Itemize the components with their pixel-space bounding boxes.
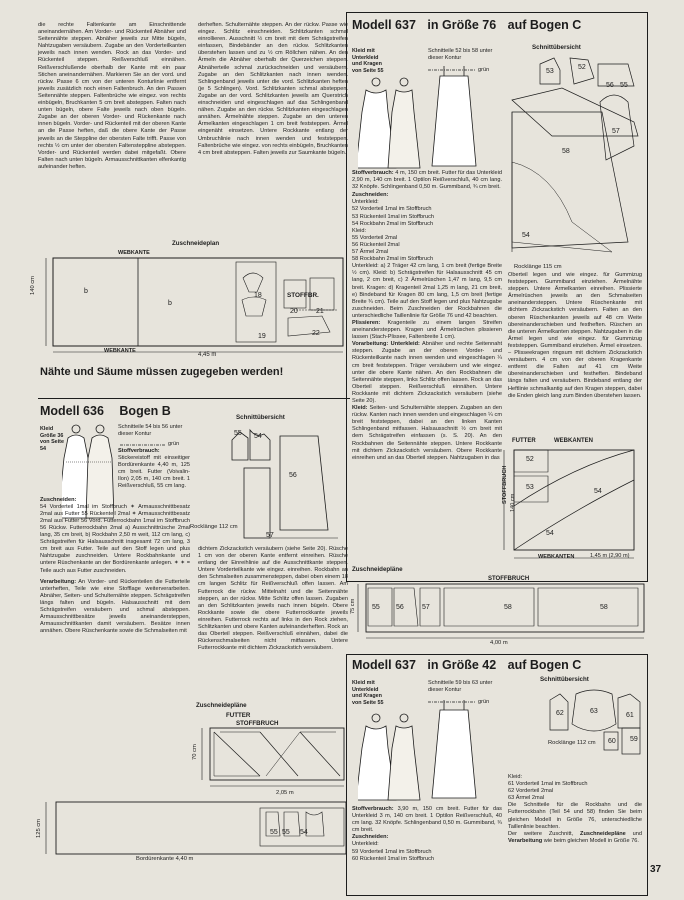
- cutting-heading: Zuschneiden:: [352, 192, 389, 199]
- pattern-overview-diagram: [546, 684, 644, 770]
- page-number: 37: [650, 864, 662, 875]
- cutting-list-item: 54 Rockbahn 2mal im Stoffbruch: [352, 220, 434, 227]
- fashion-sketch-icon: [358, 76, 424, 172]
- note-text: und: [632, 830, 643, 837]
- fold-label: STOFFBR.: [287, 292, 319, 299]
- selvage-top-label: WEBKANTEN: [554, 438, 593, 444]
- materials-text: 3,90 m, 150 cm breit. Futter für das Unterkleid 3 m, 140 cm breit. 1 Optilon Reißverschluß, 40 cm lang. 32 Knöpfe. Schlingenband 0,50 m. Gummiband, ¾ cm breit.: [352, 806, 502, 834]
- overview-piece-60: 60: [608, 738, 616, 745]
- model-number: Modell 636: [40, 404, 104, 418]
- plan-piece-57: 57: [422, 604, 430, 611]
- plan-height-label: 140 cm: [30, 275, 36, 295]
- model-636-title: [40, 404, 171, 418]
- plan-piece-54: 54: [594, 488, 602, 495]
- plan-piece-19: 19: [258, 333, 266, 340]
- schnitt-overview-title: Schnittübersicht: [540, 676, 589, 683]
- overview-piece-57: 57: [612, 128, 620, 135]
- cutting-text: Unterkleid: a) 2 Träger 42 cm lang, 1 cm breit (fertige Breite ½ cm). Kleid: b) Schrägstreifen für Halsausschnitt 45 cm lang, 2 cm breit, c) 2 Ärmelrüschen 1,47 m lang, 9,5 cm breit. Kragen: d) Kragenteil 2mal 1,25 m lang, 21 cm breit, e) Bindeband für Kragen 80 cm lang, 1,5 cm breit (fertige Breite ¾ cm). Teile auf den Stoff legen und plus Nahtzugabe zuschneiden. Beim Zuschneiden der Rockbahnen die unterschiedliche Taillenlinie für Größe 76 und 42 beachten.: [352, 263, 502, 319]
- fabric-plan-piece: 55: [282, 829, 290, 836]
- cutting-text: 54 Vorderteil 1mal im Stoffbruch ✶ Armausschnittbesatz 2mal aus Futter 55 Rückenteil 2mal ✶ Armausschnittbesatz 2mal aus Futter 56 Vord. Futterrockbahn 1mal im Stoffbruch 56 Rückw. Futterrockbahn 2mal a) Ausschnittrüsche 2mal lang, 35 cm breit, b) Rockbahn 2,50 m weit, 112 cm lang, c) Schrägstreifen für Halsausschnitt insgesamt 72 cm lang, 3 cm breit aus Futter. Teile auf den Stoff legen und plus Nahtzugabe zuschneiden. Untere Rockbahnkante und untere Rüschenkante an der Bordürenkante anlegen. ✶ ✶ = Teile auch aus Futter zuschneiden.: [40, 503, 190, 574]
- plan-height-label: 140 cm: [510, 493, 516, 512]
- note-bold: Verarbeitung: [508, 837, 543, 844]
- model-637-76-text-col1: [352, 170, 502, 462]
- pattern-overview-diagram: [228, 422, 350, 542]
- note-text: Der weitere Zuschnitt,: [508, 830, 574, 837]
- lining-width-label: 2,05 m: [276, 790, 294, 796]
- model-637-42-text-col1: [352, 806, 502, 863]
- overview-piece-62: 62: [556, 710, 564, 717]
- plan-piece-58: 58: [504, 604, 512, 611]
- overview-piece-57: 57: [266, 532, 274, 539]
- cutting-heading: Zuschneiden:: [352, 834, 389, 841]
- plan-piece-22: 22: [312, 330, 320, 337]
- fabric-plan-piece: 54: [300, 829, 308, 836]
- plan-piece-52: 52: [526, 456, 534, 463]
- fold-label: STOFFBRUCH: [502, 465, 508, 504]
- plan-piece-58: 58: [600, 604, 608, 611]
- model-636-text-col2: dichtem Zickzackstich versäubern (siehe Seite 20). Rüsche 1 cm von der oberen Kante entfernt einreihen. Rüsche entlang der Einreihlinie auf die Ausschnittkante steppen. Untere Vorderteilkante wie eingez. einreihen. Rockbahn an den Schmalseiten zusammensteppen, dabei oben einem 18 cm langen Schlitz für Reißverschluß offen lassen. Am Futterrock die rückw. Mittelnaht und die Seitennähte steppen, an der rückw. Mitte Schlitz offen lassen. Zugaben an den Schlitzkanten jeweils nach innen bügeln. Obere Rockkante sowie die obere Futterrockkante jeweils einreihen. Futterrock rechts auf links in den Rock ziehen, Schlitzkanten und obere Kanten aufeinanderheften. Rock an das Oberteil steppen. Reißverschluß einnähen, dabei die Rückenschmalseiten nicht mitfassen. Untere Futterrockkante mit dichtem Zickzackstich versäubern.: [198, 546, 348, 652]
- materials-text: 4 m, 150 cm breit. Futter für das Unterkleid 2,90 m, 140 cm breit. 1 Optilon Reißverschluß, 40 cm lang. 32 Knöpfe. Schlingenband 0,50 m. Gummiband, ¾ cm breit.: [352, 170, 502, 191]
- overview-piece-59: 59: [630, 736, 638, 743]
- fabric-cutting-plan: [352, 582, 646, 642]
- cutting-list-item: 52 Vorderteil 1mal im Stoffbruch: [352, 206, 432, 213]
- list-item: 63 Ärmel 2mal: [508, 795, 545, 802]
- selvage-top-label: WEBKANTE: [118, 250, 150, 256]
- plan-piece-21: 21: [316, 308, 324, 315]
- bogen-label: auf Bogen C: [507, 658, 582, 672]
- instructions-column-2: [198, 22, 348, 157]
- green-contour-line: [426, 66, 486, 74]
- size-label: in Größe 42: [427, 658, 497, 672]
- plan-piece-56: 56: [396, 604, 404, 611]
- pleat-text: Kragenteile zu einem langen Streifen aneinandersteppen. Kragen und Ärmelrüschen plissieren lassen (Stach-Plissee, Faltenbreite 1 cm).: [352, 319, 503, 341]
- plan-piece-b: b: [84, 288, 88, 295]
- skirt-length-label: Rocklänge 112 cm: [190, 524, 238, 530]
- overview-piece-55: 55: [620, 82, 628, 89]
- model-number: Modell 637: [352, 18, 416, 32]
- cutting-list-item: Unterkleid:: [352, 841, 379, 848]
- garment-label: Kleid mit Unterkleid und Kragen von Seite 55: [352, 680, 384, 706]
- cutting-list-item: 55 Vorderteil 2mal: [352, 234, 398, 241]
- materials-heading: Stoffverbrauch:: [352, 170, 394, 176]
- cutting-plan-title: Zuschneideplan: [172, 240, 220, 247]
- size-label: in Größe 76: [427, 18, 497, 32]
- cutting-list-item: 59 Vorderteil 1mal im Stoffbruch: [352, 848, 432, 855]
- cutting-plans-title: Zuschneidepläne: [196, 702, 247, 709]
- overview-piece-53: 53: [546, 68, 554, 75]
- plan-width-label: 4,45 m: [198, 352, 217, 358]
- plan-piece-20: 20: [290, 308, 298, 315]
- fashion-sketch-icon: [358, 712, 424, 804]
- border-edge-label: Bordürenkante 4,40 m: [136, 856, 194, 862]
- skirt-length-label: Rocklänge 112 cm: [548, 740, 596, 746]
- plan-width-label: 1,45 m (2,90 m): [590, 553, 630, 559]
- bogen-label: Bogen B: [119, 404, 171, 418]
- fabric-plan-piece: 55: [270, 829, 278, 836]
- plan-piece-55: 55: [372, 604, 380, 611]
- materials-heading: Stoffverbrauch:: [118, 448, 160, 454]
- overview-piece-56: 56: [606, 82, 614, 89]
- plan-width-label: 4,00 m: [490, 640, 508, 646]
- note-text: wie beim gleichen Modell in Größe 76.: [543, 837, 639, 844]
- overview-piece-55: 55: [234, 430, 242, 437]
- skirt-length-label: Rocklänge 115 cm: [514, 264, 562, 270]
- plan-piece-b: b: [168, 300, 172, 307]
- cutting-heading: Zuschneiden:: [40, 496, 77, 503]
- overview-piece-58: 58: [562, 148, 570, 155]
- lining-label: FUTTER: [226, 712, 251, 719]
- cutting-list-item: Unterkleid:: [352, 199, 379, 206]
- assembly-text: An Vorder- und Rückenteilen die Futterteile unterheften, Teile wie eine Stofflage weiterverarbeiten. Abnäher, Seiten- und Schulternähte steppen. Schrägstreifen längs falten und bügeln. Halsausschnitt mit dem Schrägstreifen versäubern und schmal absteppen. Armausschnittbesätze jeweils aneinandersteppen, Armausschnittkanten damit versäubern. Besätze innen annähen. Obere Rüschenkante sowie die Schmalseiten mit: [40, 578, 190, 635]
- pattern-note: Schnitteile 52 bis 58 unter dieser Kontur: [428, 48, 493, 61]
- lining-label: FUTTER: [512, 438, 536, 444]
- note-bold: Zuschneidepläne: [580, 830, 626, 837]
- list-item: 61 Vorderteil 1mal im Stoffbruch: [508, 781, 588, 788]
- overview-piece-54: 54: [522, 232, 530, 239]
- selvage-bottom-label: WEBKANTE: [104, 348, 136, 354]
- green-contour-line: [426, 698, 486, 706]
- lining-height-label: 70 cm: [192, 744, 198, 760]
- cutting-list-item: 60 Rückenteil 1mal im Stoffbruch: [352, 855, 434, 862]
- green-label: grün: [478, 67, 490, 73]
- model-637-76-title: [352, 18, 581, 32]
- overview-piece-52: 52: [578, 64, 586, 71]
- plan-piece-53: 53: [526, 484, 534, 491]
- cutting-list-item: 57 Ärmel 2mal: [352, 249, 389, 256]
- overview-piece-61: 61: [626, 712, 634, 719]
- overview-piece-63: 63: [590, 708, 598, 715]
- model-number: Modell 637: [352, 658, 416, 672]
- green-label: grün: [168, 441, 180, 447]
- selvage-bottom-label: WEBKANTEN: [538, 554, 575, 560]
- instructions-text: die rechte Faltenkante am Einschnittende aneinandernähen. Am Vorder- und Rückenteil Abnäher und Seitennähte steppen. Abnäher jeweils zur Mitte bügeln, Nahtzugaben versäubern. Zugabe an den Vorderteilkanten jeweils nach innen wenden. Rock an das Vorder- und Rückenteil steppen. Reißverschluß einnähen. Reißverschlußende oberhalb der Kante mit ein paar Stichen aneinandernähen. Markieren Sie an der vord. und rückw. Passe 6 cm von der unteren Konturlinie entfernt jeweils zusätzlich noch einen Faltenbruch. An den Passen Seitennähte steppen. Faltenbrüche wie eingez. von rechts einbügeln, Bruchkanten 5 cm breit absteppen. Falten nach unten bügeln, obere Falte jeweils nach oben bügeln. Zugabe an der oberen Vorder- und Rückenkante nach innen bügeln. Vorder- und Rückenteil mit der oberen Kante an die Passe heften, daß die obere Kante der Passe jeweils an die Steppline der obersten Falte trifft. Passe von rechts ½ cm unter der obersten Faltensteppline absteppen. Vorder- und Rückenteil werden dabei mitgefaßt. Obere Falten nach unten bügeln. Armausschnittkanten elfenkantig aufeinander heften.: [38, 22, 186, 170]
- divider: [38, 398, 350, 399]
- dress-heading: Kleid:: [352, 405, 368, 412]
- model-637-76-text-col2: Oberteil legen und wie eingez. für Gummizug feststeppen. Gummiband einziehen. Ärmelnähte steppen. Untere Ärmelkanten einreihen. Plissierte Ärmelrüschen jeweils an den Schmalseiten aneinandersteppen. Untere Rüschenkante mit dichtem Zickzackstich versäubern. Falten an den oberen Rüschenkanten jeweils auf 48 cm Weite übereinanderschieben und festheften. Rüschen an die unteren Ärmelkanten steppen. Nahtzugaben in die Ärmel legen und wie eingez. für Gummizug feststeppen. Gummiband einziehen. Ärmel einsetzen. – Plisseekragen ringsum mit dichtem Zickzackstich versäubern. 4 cm von der oberen Kragenkante entfernt die Falten auf 41 cm Weite übereinanderschieben und festheften. Bindeband längs falten und versäubern. Bindeband entlang der Heftlinie schmalkantig auf den Kragen steppen, dabei die Enden gleich lang zum Binden überstehen lassen.: [508, 272, 642, 399]
- plan-piece-54: 54: [546, 530, 554, 537]
- materials-text: Stickereistoff mit einseitiger Bordürenkante 4,40 m, 125 cm breit. Futter (Voivalin-Ilon) 2,05 m, 140 cm breit. 1 Reißverschluß, 55 cm lang.: [118, 455, 190, 490]
- model-636-text-col1: [40, 448, 190, 635]
- model-637-42-title: [352, 658, 581, 672]
- assembly-heading: Vorarbeitung: Unterkleid:: [352, 341, 420, 348]
- overview-piece-56: 56: [289, 472, 297, 479]
- list-item: Kleid:: [508, 774, 522, 780]
- cutting-list-item: 53 Rückenteil 1mal im Stoffbruch: [352, 213, 434, 220]
- banner-heading: Nähte und Säume müssen zugegeben werden!: [40, 366, 284, 378]
- cutting-plan-diagram: [38, 248, 348, 360]
- note-text: Die Schnitteile für die Rockbahn und die Futterrockbahn (Teil 54 und 58) finden Sie beim gleichen Modell in Größe 76, unterschiedliche Taillenlinie beachten.: [508, 802, 642, 830]
- cutting-list-item: 58 Rockbahn 2mal im Stoffbruch: [352, 256, 434, 263]
- instructions-text: derheften. Schulternähte steppen. An der rückw. Passe wie eingez. Schlitz einschneiden. Schlitzkanten schmal einrollieren. Ausschnitt ½ cm breit mit dem Schrägstreifen einfassen, Bindebänder an den rückw. Schlitzkanten überstehen lassen und zu ½ cm Röllchen nähen. An den Ärmeln die Abnäher oberhalb der Querzeichen steppen. Abnäherteile schmal zurückschneiden und versäubern. Zugabe an den Schlitzkanten nach innen wenden. Schlingenband jeweils unter die vord. Schlitzkanten heften (je 5 Schlingen). Vord. Schlitzkanten schmal absteppen. Zugabe an der vord. Schlitzkanten jeweils am Querstrich einschneiden und eingeschlagen auf das Schlingenband nähen. Zugabe an den rückw. Schlitzkanten eingeschlagen annähen. Ärmelnähte steppen. Zugabe an den unteren Ärmelkanten eingeschlagen 1 cm breit feststeppen. Ärmel eingenäht einsetzen. Untere Rockkante entlang der Umbruchlinie nach innen wenden und feststeppen. Faltenbrüche wie eingez. von rechts einbügeln, Bruchkanten 4 cm breit absteppen. Falten jeweils zur Saumkante bügeln.: [198, 22, 348, 156]
- model-637-42-text-col2: [508, 774, 642, 845]
- garment-label: Kleid mit Unterkleid und Kragen von Seite 55: [352, 48, 384, 74]
- schnitt-overview-title: Schnittübersicht: [532, 44, 581, 51]
- lining-cutting-plan: [494, 446, 644, 566]
- fold-label: STOFFBRUCH: [236, 720, 279, 727]
- materials-heading: Stoffverbrauch:: [352, 806, 394, 812]
- assembly-text: Abnäher und rechte Seitennaht steppen. Zugabe an der oberen Vorder- und Rückenteilkante nach innen wenden und eingeschlagen ¼ cm breit feststeppen. Träger versäubern und wie eingez. unter die obere Kante nähen. An den Rockbahnen die Seitennähte steppen, links Schlitz offen lassen. Rock an das Oberteil steppen. Reißverschluß einnähen. Untere Rockkante mit dichtem Zickzackstich versäubern (siehe Seite 20).: [352, 341, 502, 404]
- plan-piece-18: 18: [254, 292, 262, 299]
- cutting-list-item: Kleid:: [352, 227, 366, 234]
- model-636-pattern-note: Schnitteile 54 bis 56 unter dieser Kontur: [118, 424, 183, 437]
- assembly-heading: Verarbeitung:: [40, 578, 77, 585]
- model-636-garment-label: Kleid Größe 36 von Seite 54: [40, 426, 64, 452]
- fabric-height-label: 125 cm: [36, 818, 42, 838]
- cutting-plans-title: Zuschneidepläne: [352, 566, 403, 573]
- list-item: 62 Vorderteil 2mal: [508, 788, 554, 795]
- plan-height-label: 75 cm: [350, 598, 356, 614]
- instructions-column-1: [38, 22, 186, 171]
- green-label: grün: [478, 699, 490, 705]
- dress-text: Seiten- und Schulternähte steppen. Zugaben an den rückw. Kanten nach innen wenden und eingeschlagen ¼ cm breit feststeppen, dabei an den linken Kanten Schlingenband mitfassen. Halsausschnitt ½ cm breit mit dem Schrägstreifen einfassen (s. S. 20). An den Rockbahnen die Seitennähte steppen. Untere Rockkante mit dichtem Zickzackstich versäubern. Obere Rockkante einreihen und an das Oberteil steppen. Nahtzugaben in das: [352, 405, 502, 461]
- pattern-note: Schnitteile 59 bis 63 unter dieser Kontur: [428, 680, 493, 693]
- overview-piece-54: 54: [254, 433, 262, 440]
- underdress-sketch-icon: [430, 698, 478, 802]
- cutting-list-item: 56 Rückenteil 2mal: [352, 241, 400, 248]
- bogen-label: auf Bogen C: [507, 18, 582, 32]
- underdress-sketch-icon: [430, 64, 478, 170]
- fold-label: STOFFBRUCH: [488, 576, 530, 582]
- lining-cutting-plan: [196, 726, 346, 790]
- schnitt-overview-title: Schnittübersicht: [236, 414, 285, 421]
- pleat-heading: Plissieren:: [352, 319, 381, 326]
